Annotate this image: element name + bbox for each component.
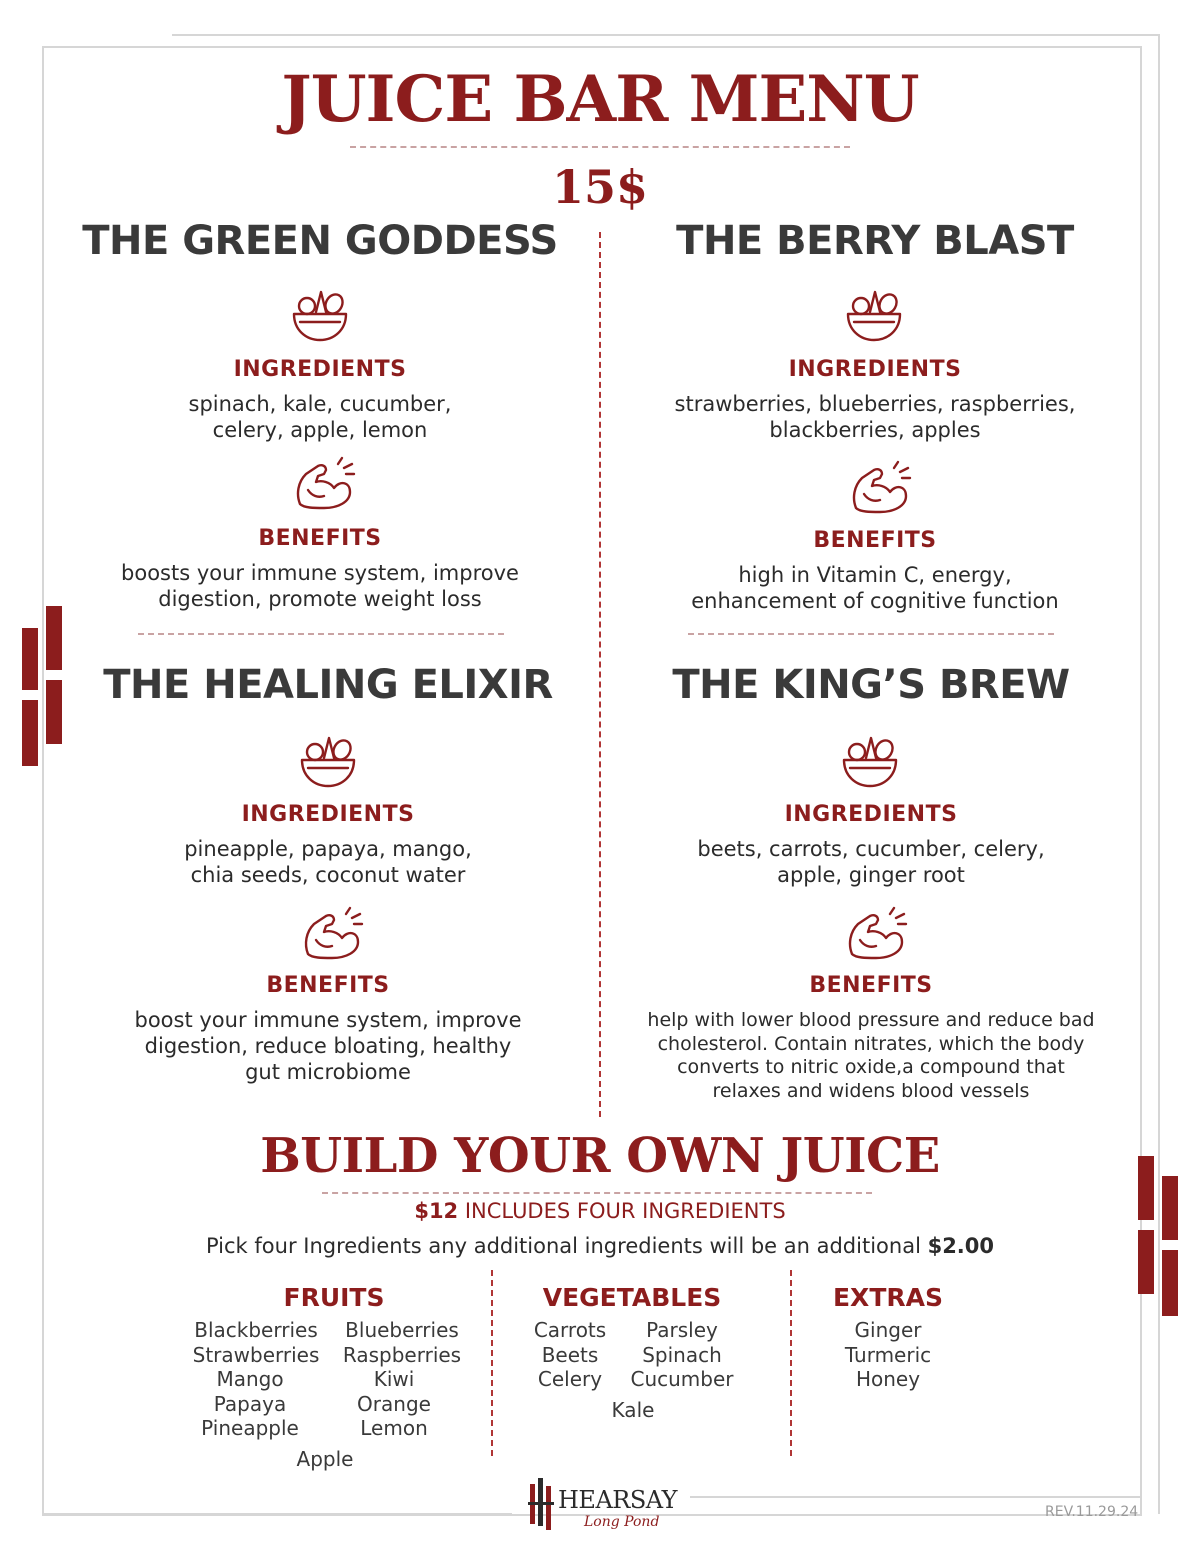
benefits-line: digestion, reduce bloating, healthy <box>144 1034 512 1058</box>
footer-line-right <box>690 1496 1142 1498</box>
decor-bar-left-4 <box>46 680 62 744</box>
fruit-item: Pineapple <box>201 1416 299 1440</box>
vegetables-title: VEGETABLES <box>542 1283 722 1312</box>
fruit-item: Mango <box>216 1367 284 1391</box>
vegetable-item: Beets <box>541 1343 599 1367</box>
hearsay-logo <box>528 1474 678 1534</box>
benefits-line: high in Vitamin C, energy, <box>738 563 1012 587</box>
flexed-arm-icon <box>294 454 356 512</box>
row-divider-right <box>688 633 1054 635</box>
juice-name: THE KING’S BREW <box>672 662 1070 708</box>
juice-card-berry-blast <box>616 218 1134 264</box>
row-divider-left <box>138 633 504 635</box>
ingredients-label: INGREDIENTS <box>788 357 962 382</box>
ingredients-text <box>68 836 588 888</box>
build-title: BUILD YOUR OWN JUICE <box>260 1128 940 1184</box>
decor-bar-left-3 <box>22 700 38 766</box>
decor-bar-left-1 <box>22 628 38 690</box>
benefits-line: boosts your immune system, improve <box>121 561 519 585</box>
fruit-item: Blackberries <box>194 1318 318 1342</box>
benefits-line: digestion, promote weight loss <box>158 587 482 611</box>
ingredients-line: pineapple, papaya, mango, <box>184 837 472 861</box>
benefits-line: converts to nitric oxide,a compound that <box>677 1056 1065 1078</box>
vegetable-item: Spinach <box>642 1343 722 1367</box>
ingredients-text <box>616 391 1134 443</box>
ingredients-text <box>612 836 1130 888</box>
fruit-item: Orange <box>357 1392 431 1416</box>
build-note-price: $2.00 <box>927 1234 995 1258</box>
juice-name: THE HEALING ELIXIR <box>103 662 553 708</box>
ingredients-line: celery, apple, lemon <box>212 418 428 442</box>
benefits-label: BENEFITS <box>809 973 933 998</box>
build-sub-price: $12 <box>414 1199 459 1223</box>
fruits-title: FRUITS <box>283 1283 385 1312</box>
ingredients-label: INGREDIENTS <box>241 802 415 827</box>
extra-item: Ginger <box>854 1318 922 1342</box>
vegetable-item: Celery <box>537 1367 603 1391</box>
vegetable-item: Kale <box>611 1398 655 1422</box>
decor-bar-left-2 <box>46 606 62 670</box>
juice-name: THE BERRY BLAST <box>676 218 1074 264</box>
decor-bar-right-4 <box>1162 1250 1178 1316</box>
fruit-item: Lemon <box>360 1416 428 1440</box>
flexed-arm-icon <box>850 458 912 516</box>
ingredients-line: beets, carrots, cucumber, celery, <box>697 837 1045 861</box>
benefits-text <box>616 562 1134 614</box>
footer-line-left <box>42 1513 512 1515</box>
vegetable-item: Parsley <box>646 1318 718 1342</box>
category-divider-1 <box>491 1270 493 1456</box>
extras-title: EXTRAS <box>832 1283 943 1312</box>
ingredients-line: chia seeds, coconut water <box>190 863 466 887</box>
benefits-text <box>612 1009 1130 1103</box>
fruit-bowl-icon <box>840 730 900 790</box>
build-note <box>0 1234 1200 1258</box>
column-divider <box>599 232 601 1117</box>
fruit-item: Apple <box>296 1447 354 1471</box>
build-divider <box>322 1192 872 1194</box>
benefits-label: BENEFITS <box>258 526 382 551</box>
benefits-line: help with lower blood pressure and reduce bad <box>647 1009 1095 1031</box>
menu-price: 15$ <box>551 160 649 214</box>
build-sub-text: INCLUDES FOUR INGREDIENTS <box>458 1199 786 1223</box>
menu-title: JUICE BAR MENU <box>281 62 919 137</box>
flexed-arm-icon <box>302 904 364 962</box>
benefits-text <box>60 560 580 612</box>
benefits-text <box>68 1007 588 1085</box>
build-subtitle <box>0 1199 1200 1223</box>
ingredients-line: strawberries, blueberries, raspberries, <box>674 392 1076 416</box>
logo-script: Long Pond <box>584 1514 660 1530</box>
extra-item: Honey <box>855 1367 921 1391</box>
vegetable-item: Carrots <box>533 1318 607 1342</box>
ingredients-label: INGREDIENTS <box>784 802 958 827</box>
fruit-bowl-icon <box>844 284 904 344</box>
benefits-line: cholesterol. Contain nitrates, which the body <box>657 1032 1085 1055</box>
fruit-item: Papaya <box>213 1392 287 1416</box>
juice-card-green-goddess <box>60 218 580 264</box>
benefits-label: BENEFITS <box>813 528 937 553</box>
ingredients-label: INGREDIENTS <box>233 357 407 382</box>
benefits-line: enhancement of cognitive function <box>691 589 1059 613</box>
ingredients-line: apple, ginger root <box>777 863 965 887</box>
benefits-line: gut microbiome <box>245 1060 411 1084</box>
juice-card-kings-brew <box>612 662 1130 708</box>
vegetable-item: Cucumber <box>630 1367 734 1391</box>
ingredients-line: spinach, kale, cucumber, <box>188 392 452 416</box>
flexed-arm-icon <box>846 904 908 962</box>
title-divider <box>350 146 850 148</box>
benefits-line: relaxes and widens blood vessels <box>712 1079 1030 1102</box>
fruit-item: Kiwi <box>373 1367 415 1391</box>
benefits-label: BENEFITS <box>266 973 390 998</box>
fruit-bowl-icon <box>298 730 358 790</box>
extra-item: Turmeric <box>844 1343 932 1367</box>
juice-name: THE GREEN GODDESS <box>82 218 558 264</box>
fruit-item: Blueberries <box>345 1318 459 1342</box>
fruit-item: Raspberries <box>342 1343 462 1367</box>
fruit-item: Strawberries <box>192 1343 320 1367</box>
ingredients-text <box>60 391 580 443</box>
ingredients-line: blackberries, apples <box>769 418 981 442</box>
benefits-line: boost your immune system, improve <box>134 1008 522 1032</box>
logo-text: HEARSAY <box>558 1486 677 1514</box>
revision-text: REV.11.29.24 <box>1045 1504 1139 1520</box>
fruit-bowl-icon <box>290 284 350 344</box>
build-note-text: Pick four Ingredients any additional ingredients will be an additional <box>205 1234 928 1258</box>
juice-card-healing-elixir <box>68 662 588 708</box>
logo-mark-icon <box>528 1476 558 1532</box>
